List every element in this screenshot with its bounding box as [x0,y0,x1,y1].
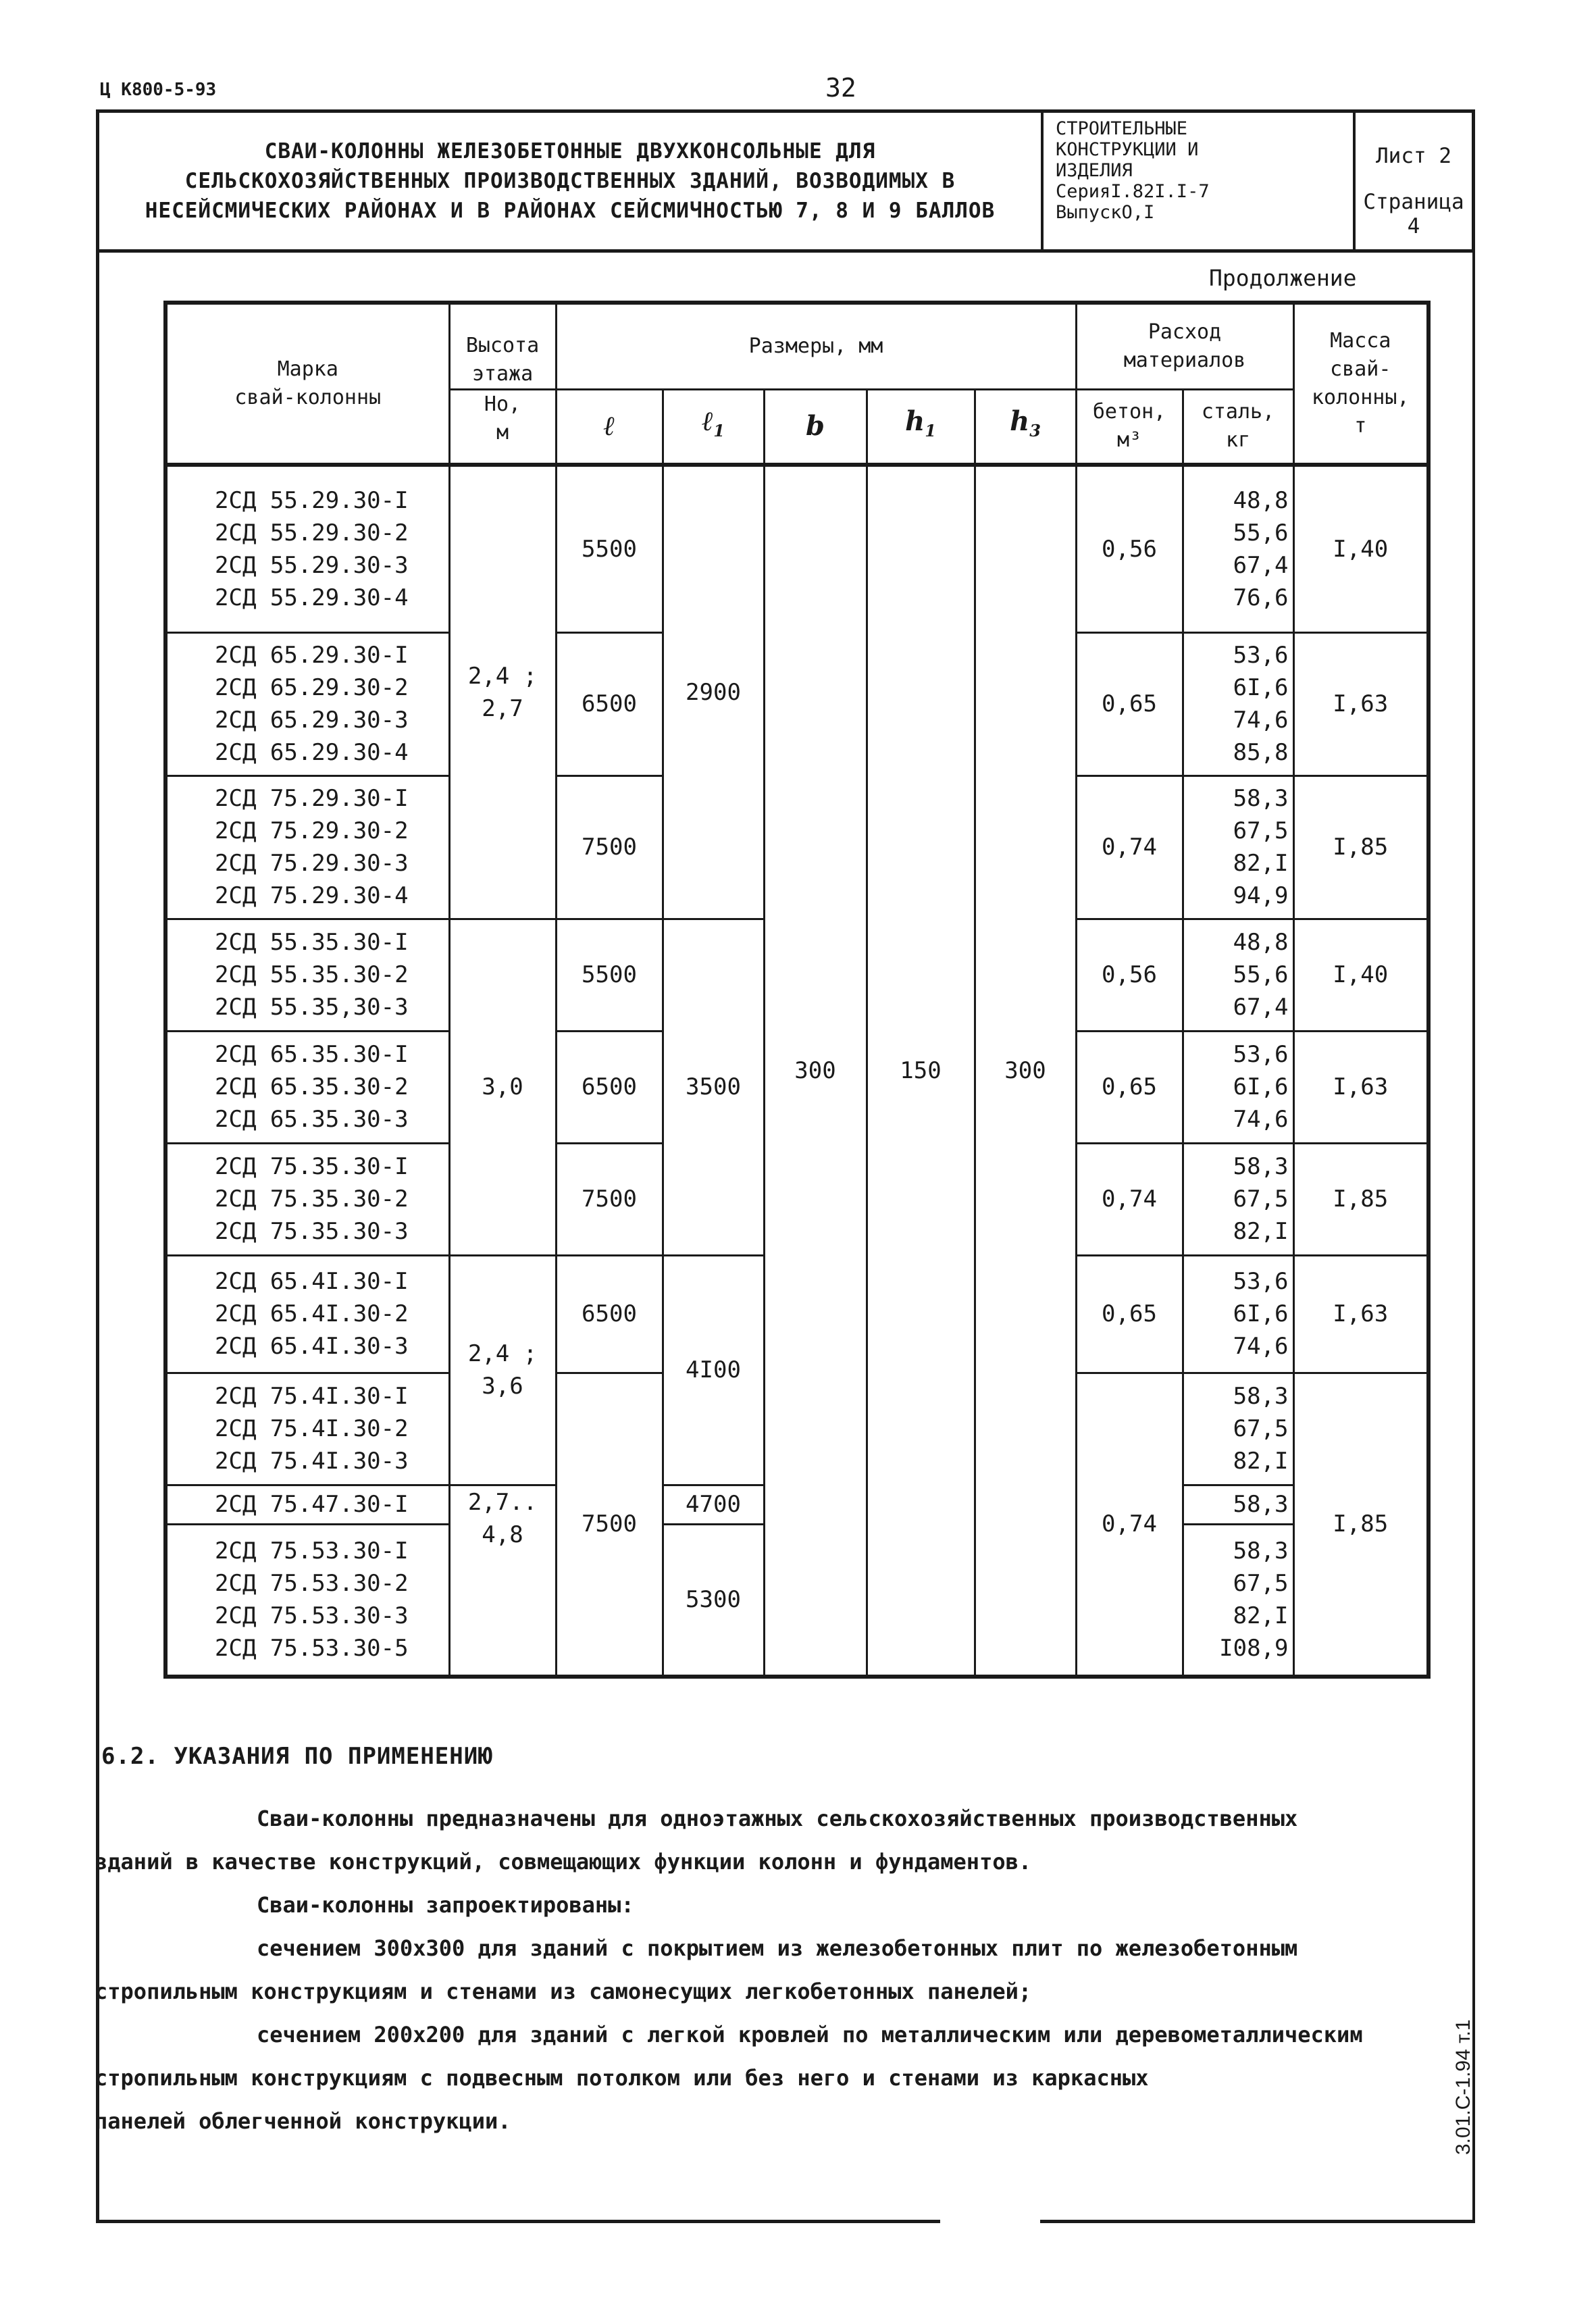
mass-cell: I,40 [1293,919,1428,1031]
frame-line-left [96,250,99,2222]
mass-cell: I,63 [1293,1031,1428,1143]
mass-cell: I,40 [1293,465,1428,632]
mark-cell: 2СД 65.29.30-I 2СД 65.29.30-2 2СД 65.29.30-3 2СД 65.29.30-4 [165,632,449,775]
series-line: ВыпускО,I [1056,202,1155,223]
l1-cell: 4700 [663,1485,764,1524]
concrete-cell: 0,74 [1076,1143,1183,1255]
l-cell: 7500 [556,775,663,919]
l1-cell: 2900 [663,465,764,919]
specification-table [163,301,1431,1679]
l-cell: 6500 [556,1255,663,1373]
note-paragraph: сечением 200х200 для зданий с легкой кровлей по металлическим или деревометаллическим [257,2022,1363,2047]
document-code-mark: Ц К800-5-93 [100,80,217,100]
l-cell: 5500 [556,465,663,632]
header-b: b [764,389,867,465]
mass-cell: I,85 [1293,1373,1428,1677]
l-cell: 7500 [556,1143,663,1255]
l-cell: 6500 [556,1031,663,1143]
sheet-number: Лист 2 [1376,144,1451,168]
header-consumption: Расход материалов [1076,303,1293,389]
table-row [165,465,1428,632]
continuation-label: Продолжение [1209,265,1357,291]
concrete-cell: 0,65 [1076,632,1183,775]
series-line: СТРОИТЕЛЬНЫЕ [1056,118,1188,139]
notes-heading: 6.2. УКАЗАНИЯ ПО ПРИМЕНЕНИЮ [101,1743,493,1770]
mark-cell: 2СД 75.47.30-I [165,1485,449,1524]
mark-cell: 2СД 75.29.30-I 2СД 75.29.30-2 2СД 75.29.30-3 2СД 75.29.30-4 [165,775,449,919]
height-cell: 2,7.. 4,8 [449,1485,556,1677]
mass-cell: I,63 [1293,1255,1428,1373]
title-main-cell [99,113,1044,249]
concrete-cell: 0,74 [1076,775,1183,919]
header-steel: сталь, кг [1183,389,1293,465]
concrete-cell: 0,65 [1076,1255,1183,1373]
note-paragraph: панелей облегченной конструкции. [95,2108,511,2134]
notes-body [95,1797,1459,2143]
header-l1: ℓ$_1$ [663,389,764,465]
mark-cell: 2СД 65.35.30-I 2СД 65.35.30-2 2СД 65.35.30-3 [165,1031,449,1143]
steel-cell: 53,6 6I,6 74,6 [1183,1031,1293,1143]
l1-cell: 3500 [663,919,764,1255]
header-height-symbol: Hо, м [449,389,556,465]
l1-cell: 5300 [663,1524,764,1677]
b-cell: 300 [764,465,867,1677]
mark-cell: 2СД 65.4I.30-I 2СД 65.4I.30-2 2СД 65.4I.30-3 [165,1255,449,1373]
header-concrete: бетон, м³ [1076,389,1183,465]
header-mass: Масса свай- колонны, т [1293,303,1428,465]
title-block [96,109,1475,253]
mark-cell: 2СД 55.35.30-I 2СД 55.35.30-2 2СД 55.35,30-3 [165,919,449,1031]
steel-cell: 48,8 55,6 67,4 76,6 [1183,465,1293,632]
steel-cell: 58,3 67,5 82,I [1183,1143,1293,1255]
note-paragraph: зданий в качестве конструкций, совмещающих функции колонн и фундаментов. [95,1849,1032,1875]
series-line: СерияI.82I.I-7 [1056,181,1210,202]
steel-cell: 58,3 67,5 82,I I08,9 [1183,1524,1293,1677]
header-height: Высота этажа [449,303,556,389]
concrete-cell: 0,56 [1076,465,1183,632]
height-cell: 2,4 ; 2,7 [449,465,556,919]
steel-cell: 53,6 6I,6 74,6 85,8 [1183,632,1293,775]
page-number: 32 [825,73,856,103]
mark-cell: 2СД 75.4I.30-I 2СД 75.4I.30-2 2СД 75.4I.30-3 [165,1373,449,1485]
frame-line-bottom [1040,2220,1475,2223]
side-document-code: 3.01.С-1.94 т.1 [1452,2019,1474,2155]
note-paragraph: Сваи-колонны запроектированы: [257,1892,634,1918]
concrete-cell: 0,65 [1076,1031,1183,1143]
concrete-cell: 0,56 [1076,919,1183,1031]
l-cell: 7500 [556,1373,663,1677]
header-l: ℓ [556,389,663,465]
note-paragraph: сечением 300х300 для зданий с покрытием из железобетонных плит по железобетонным [257,1935,1298,1961]
l1-cell: 4I00 [663,1255,764,1485]
sheet-cell [1356,113,1472,249]
note-paragraph: стропильным конструкциям и стенами из самонесущих легкобетонных панелей; [95,1979,1032,2004]
header-sizes: Размеры, мм [556,303,1076,389]
mark-cell: 2СД 75.53.30-I 2СД 75.53.30-2 2СД 75.53.30-3 2СД 75.53.30-5 [165,1524,449,1677]
mass-cell: I,85 [1293,775,1428,919]
l-cell: 5500 [556,919,663,1031]
header-h3: $h_3$ [975,389,1076,465]
series-line: ИЗДЕЛИЯ [1056,160,1133,181]
series-line: КОНСТРУКЦИИ И [1056,139,1199,160]
header-h1: $h_1$ [867,389,975,465]
concrete-cell: 0,74 [1076,1373,1183,1677]
h1-cell: 150 [867,465,975,1677]
mark-cell: 2СД 55.29.30-I 2СД 55.29.30-2 2СД 55.29.30-3 2СД 55.29.30-4 [165,465,449,632]
header-mark: Марка свай-колонны [165,303,449,465]
document-title: СВАИ-КОЛОННЫ ЖЕЛЕЗОБЕТОННЫЕ ДВУХКОНСОЛЬНЫЕ ДЛЯ СЕЛЬСКОХОЗЯЙСТВЕННЫХ ПРОИЗВОДСТВЕННЫХ ЗДАНИЙ, ВОЗВОДИМЫХ В НЕСЕЙСМИЧЕСКИХ РАЙОНАХ И В РАЙОНАХ СЕЙСМИЧНОСТЬЮ 7, 8 И 9 БАЛЛОВ [145,139,996,223]
series-cell [1044,113,1356,249]
steel-cell: 58,3 67,5 82,I 94,9 [1183,775,1293,919]
steel-cell: 48,8 55,6 67,4 [1183,919,1293,1031]
page-label: Страница 4 [1363,190,1464,238]
height-cell: 2,4 ; 3,6 [449,1255,556,1485]
mark-cell: 2СД 75.35.30-I 2СД 75.35.30-2 2СД 75.35.30-3 [165,1143,449,1255]
steel-cell: 58,3 [1183,1485,1293,1524]
mass-cell: I,85 [1293,1143,1428,1255]
height-cell: 3,0 [449,919,556,1255]
l-cell: 6500 [556,632,663,775]
frame-line-right [1472,250,1475,2222]
steel-cell: 58,3 67,5 82,I [1183,1373,1293,1485]
note-paragraph: стропильным конструкциям с подвесным потолком или без него и стенами из каркасных [95,2065,1149,2091]
steel-cell: 53,6 6I,6 74,6 [1183,1255,1293,1373]
h3-cell: 300 [975,465,1076,1677]
frame-line-bottom [96,2220,940,2223]
mass-cell: I,63 [1293,632,1428,775]
note-paragraph: Сваи-колонны предназначены для одноэтажных сельскохозяйственных производственных [257,1806,1298,1831]
